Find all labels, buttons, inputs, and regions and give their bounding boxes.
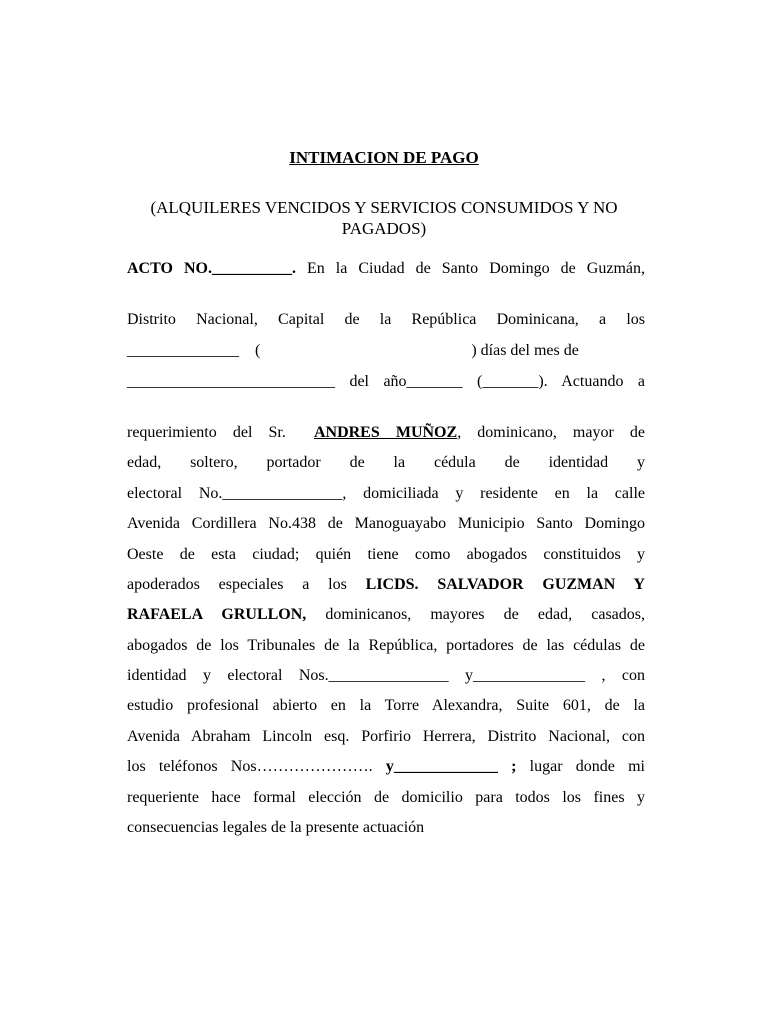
paragraph-2-line-2: edad, soltero, portador de la cédula de identidad y: [127, 454, 645, 471]
paragraph-2-line-9: identidad y electoral Nos._______________ y______________ , con: [127, 667, 645, 684]
paragraph-2-line-14: consecuencias legales de la presente actuación: [127, 819, 425, 836]
paragraph-2-line-1: requerimiento del Sr. ANDRES MUÑOZ, dominicano, mayor de: [127, 424, 646, 441]
paragraph-2-line-12: los teléfonos Nos…………………. y_____________ ; lugar donde mi: [127, 758, 645, 775]
paragraph-2-line-11: Avenida Abraham Lincoln esq. Porfirio Herrera, Distrito Nacional, con: [127, 728, 645, 745]
day-open-paren: (: [255, 342, 261, 359]
phone-blank: y_____________ ;: [372, 758, 517, 775]
paragraph-1-line-2: Distrito Nacional, Capital de la República Dominicana, a los: [127, 311, 645, 328]
month-label: ) días del mes de: [471, 342, 579, 359]
paragraph-2-line-3: electoral No._______________, domiciliada y residente en la calle: [127, 485, 645, 502]
paragraph-1-line-1: [127, 260, 645, 278]
lawyer-name-2: RAFAELA GRULLON,: [127, 606, 307, 623]
acto-number-label: ACTO NO.__________.: [127, 260, 296, 277]
paragraph-2-line-6: apoderados especiales a los LICDS. SALVADOR GUZMAN Y: [127, 576, 646, 593]
paragraph-1-line-4: __________________________ del año_______ (_______). Actuando a: [127, 373, 645, 390]
paragraph-2-line-5: Oeste de esta ciudad; quién tiene como abogados constituidos y: [127, 546, 645, 563]
paragraph-2-line-7: RAFAELA GRULLON, dominicanos, mayores de edad, casados,: [127, 606, 645, 623]
paragraph-2-line-4: Avenida Cordillera No.438 de Manoguayabo Municipio Santo Domingo: [127, 515, 645, 532]
paragraph-1-line-1-text: En la Ciudad de Santo Domingo de Guzmán,: [295, 260, 645, 277]
paragraph-2-line-10: estudio profesional abierto en la Torre Alexandra, Suite 601, de la: [127, 697, 645, 714]
day-blank: ______________: [127, 342, 239, 359]
client-name: ANDRES MUÑOZ: [313, 424, 458, 441]
paragraph-1-line-3: [127, 342, 645, 360]
paragraph-2-line-13: requeriente hace formal elección de domicilio para todos los fines y: [127, 789, 645, 806]
lawyers-names: LICDS. SALVADOR GUZMAN Y: [365, 576, 646, 593]
paragraph-2-line-8: abogados de los Tribunales de la República, portadores de las cédulas de: [127, 637, 645, 654]
document-title: INTIMACION DE PAGO: [289, 148, 479, 167]
document-subtitle: (ALQUILERES VENCIDOS Y SERVICIOS CONSUMIDOS Y NO PAGADOS): [150, 198, 618, 238]
